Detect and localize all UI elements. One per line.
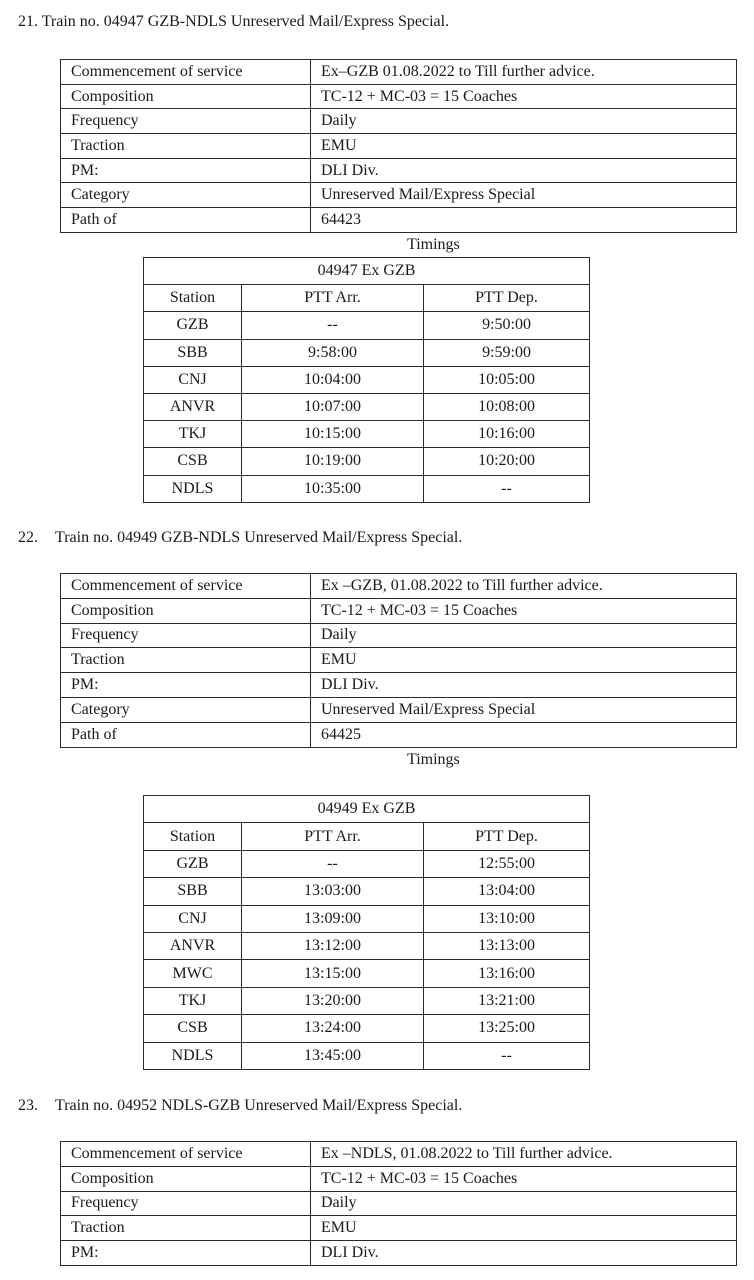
column-header: Station [144,285,242,312]
info-value: TC-12 + MC-03 = 15 Coaches [311,84,737,109]
timing-row [144,932,590,959]
departure-cell: -- [424,475,590,502]
section-title: Train no. 04947 GZB-NDLS Unreserved Mail/Express Special. [41,13,450,30]
station-cell: ANVR [144,932,242,959]
info-value: TC-12 + MC-03 = 15 Coaches [311,1166,737,1191]
info-label: Frequency [61,109,311,134]
timing-table [143,795,590,1070]
info-value: Unreserved Mail/Express Special [311,697,737,722]
station-cell: TKJ [144,421,242,448]
station-cell: MWC [144,960,242,987]
departure-cell: 10:08:00 [424,393,590,420]
station-cell: TKJ [144,987,242,1014]
section-heading [18,528,462,548]
timings-label: Timings [407,751,460,768]
departure-cell: 10:20:00 [424,448,590,475]
info-label: Commencement of service [61,574,311,599]
station-cell: SBB [144,339,242,366]
train-info-table [60,573,737,748]
info-label: PM: [61,158,311,183]
departure-cell: 12:55:00 [424,850,590,877]
departure-cell: 9:59:00 [424,339,590,366]
arrival-cell: 13:15:00 [242,960,424,987]
info-label: PM: [61,673,311,698]
info-row [61,574,737,599]
timing-row [144,905,590,932]
info-value: EMU [311,134,737,159]
arrival-cell: 13:45:00 [242,1042,424,1069]
info-row [61,84,737,109]
section-heading [18,1096,462,1116]
info-row [61,673,737,698]
info-label: Composition [61,598,311,623]
section-heading [18,12,449,32]
info-row [61,60,737,85]
station-cell: ANVR [144,393,242,420]
column-header: PTT Dep. [424,823,590,850]
station-cell: NDLS [144,1042,242,1069]
section-number: 23. [18,1097,38,1114]
timing-row [144,366,590,393]
arrival-cell: 10:15:00 [242,421,424,448]
departure-cell: 9:50:00 [424,312,590,339]
departure-cell: 13:10:00 [424,905,590,932]
timing-row [144,421,590,448]
timing-row [144,987,590,1014]
timing-row [144,475,590,502]
info-value: EMU [311,648,737,673]
timing-header-row [144,823,590,850]
info-label: Commencement of service [61,1142,311,1167]
info-label: Commencement of service [61,60,311,85]
info-label: Composition [61,84,311,109]
departure-cell: 13:16:00 [424,960,590,987]
arrival-cell: 13:09:00 [242,905,424,932]
arrival-cell: 13:12:00 [242,932,424,959]
column-header: PTT Arr. [242,285,424,312]
info-row [61,697,737,722]
info-label: Composition [61,1166,311,1191]
info-label: Frequency [61,1191,311,1216]
timing-row [144,1015,590,1042]
info-value: Ex–GZB 01.08.2022 to Till further advice. [311,60,737,85]
info-value: DLI Div. [311,158,737,183]
station-cell: GZB [144,312,242,339]
departure-cell: 13:13:00 [424,932,590,959]
station-cell: CNJ [144,366,242,393]
column-header: PTT Dep. [424,285,590,312]
timing-table [143,257,590,503]
arrival-cell: 10:19:00 [242,448,424,475]
departure-cell: -- [424,1042,590,1069]
departure-cell: 10:05:00 [424,366,590,393]
train-info-table [60,59,737,233]
info-value: Unreserved Mail/Express Special [311,183,737,208]
arrival-cell: 10:35:00 [242,475,424,502]
info-value: Daily [311,623,737,648]
info-value: Ex –NDLS, 01.08.2022 to Till further advice. [311,1142,737,1167]
info-value: Ex –GZB, 01.08.2022 to Till further advice. [311,574,737,599]
arrival-cell: 13:24:00 [242,1015,424,1042]
info-value: Daily [311,109,737,134]
info-row [61,623,737,648]
timing-row [144,448,590,475]
info-row [61,648,737,673]
timing-title-row [144,258,590,285]
info-value: Daily [311,1191,737,1216]
departure-cell: 13:25:00 [424,1015,590,1042]
section-title: Train no. 04949 GZB-NDLS Unreserved Mail/Express Special. [55,529,463,546]
column-header: PTT Arr. [242,823,424,850]
info-row [61,208,737,233]
timing-row [144,312,590,339]
info-value: 64423 [311,208,737,233]
timing-row [144,1042,590,1069]
timing-table-title: 04947 Ex GZB [144,258,590,285]
info-label: Frequency [61,623,311,648]
departure-cell: 10:16:00 [424,421,590,448]
info-row [61,158,737,183]
arrival-cell: 13:20:00 [242,987,424,1014]
timing-row [144,960,590,987]
info-value: TC-12 + MC-03 = 15 Coaches [311,598,737,623]
info-label: Path of [61,208,311,233]
timing-table-title: 04949 Ex GZB [144,796,590,823]
station-cell: CNJ [144,905,242,932]
info-row [61,598,737,623]
station-cell: NDLS [144,475,242,502]
arrival-cell: 10:07:00 [242,393,424,420]
station-cell: CSB [144,448,242,475]
timing-title-row [144,796,590,823]
timing-row [144,878,590,905]
arrival-cell: -- [242,850,424,877]
info-label: Traction [61,1216,311,1241]
departure-cell: 13:04:00 [424,878,590,905]
station-cell: CSB [144,1015,242,1042]
info-label: Traction [61,134,311,159]
info-label: Path of [61,722,311,747]
section-number: 21. [18,13,38,30]
info-value: DLI Div. [311,673,737,698]
section-number: 22. [18,529,38,546]
timings-label: Timings [407,236,460,253]
info-label: Category [61,183,311,208]
info-row [61,1166,737,1191]
station-cell: GZB [144,850,242,877]
arrival-cell: 10:04:00 [242,366,424,393]
departure-cell: 13:21:00 [424,987,590,1014]
info-row [61,1142,737,1167]
info-value: DLI Div. [311,1241,737,1266]
arrival-cell: 9:58:00 [242,339,424,366]
timing-row [144,393,590,420]
info-label: PM: [61,1241,311,1266]
info-row [61,1241,737,1266]
info-label: Category [61,697,311,722]
section-title: Train no. 04952 NDLS-GZB Unreserved Mail/Express Special. [55,1097,463,1114]
info-row [61,109,737,134]
column-header: Station [144,823,242,850]
info-value: EMU [311,1216,737,1241]
info-row [61,183,737,208]
info-row [61,134,737,159]
info-row [61,722,737,747]
timing-row [144,850,590,877]
info-row [61,1216,737,1241]
info-row [61,1191,737,1216]
train-info-table [60,1141,737,1266]
info-label: Traction [61,648,311,673]
timing-header-row [144,285,590,312]
arrival-cell: 13:03:00 [242,878,424,905]
info-value: 64425 [311,722,737,747]
arrival-cell: -- [242,312,424,339]
timing-row [144,339,590,366]
station-cell: SBB [144,878,242,905]
